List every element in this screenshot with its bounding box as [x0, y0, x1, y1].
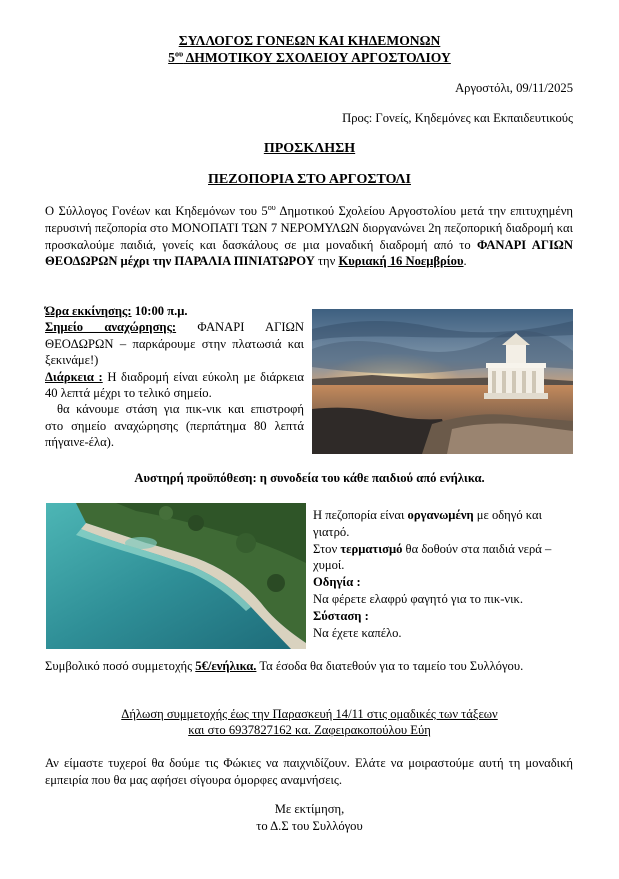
meeting-point: Σημείο αναχώρησης: ΦΑΝΑΡΙ ΑΓΙΩΝ ΘΕΟΔΩΡΩΝ – παρκάρουμε στην πλατωσιά και ξεκινάμε!) — [45, 320, 304, 368]
declaration-line-2: και στο 6937827162 κα. Ζαφειρακοπούλου Εύη — [188, 723, 431, 737]
signature-line-2: το Δ.Σ του Συλλόγου — [256, 819, 363, 833]
signature-line-1: Με εκτίμηση, — [274, 802, 345, 816]
fee-paragraph: Συμβολικό ποσό συμμετοχής 5€/ενήλικα. Τα έσοδα θα διατεθούν για το ταμείο του Συλλόγου. — [45, 659, 524, 673]
advice-text: Να έχετε καπέλο. — [313, 625, 402, 640]
association-name: ΣΥΛΛΟΓΟΣ ΓΟΝΕΩΝ ΚΑΙ ΚΗΔΕΜΟΝΩΝ — [178, 33, 441, 48]
recipients-line: Προς: Γονείς, Κηδεμόνες και Εκπαιδευτικούς — [342, 111, 573, 125]
organization-info — [313, 507, 575, 641]
intro-paragraph: Ο Σύλλογος Γονέων και Κηδεμόνων του $5^{o\upsilon}$ Δημοτικού Σχολείου Αργοστολίου μετά την επιτυχημένη περυσινή πεζοπορία στο ΜΟΝΟΠΑΤΙ ΤΩΝ 7 ΝΕΡΟΜΥΛΩΝ διοργανώνει 2η πεζοπορική διαδρομή και προσκαλούμε παιδιά, γονείς και δασκάλους σε μια μοναδική διαδρομή από το ΦΑΝΑΡΙ ΑΓΙΩΝ ΘΕΟΔΩΡΩΝ μέχρι την ΠΑΡΑΛΙΑ ΠΙΝΙΑΤΩΡΟΥ την Κυριακή 16 Νοεμβρίου. — [45, 202, 573, 269]
lighthouse-photo — [312, 309, 573, 454]
declaration-line-1: Δήλωση συμμετοχής έως την Παρασκευή 14/11 στις ομαδικές των τάξεων — [121, 707, 498, 721]
duration: Διάρκεια : Η διαδρομή είναι εύκολη με διάρκεια 40 λεπτά μέχρι το τελικό σημείο. — [45, 369, 304, 401]
details-block — [45, 303, 304, 451]
beach-photo — [46, 503, 306, 649]
finish-line: Στον τερματισμό θα δοθούν στα παιδιά νερά – χυμοί. — [313, 541, 552, 573]
page-title: ΠΡΟΣΚΛΗΣΗ — [263, 141, 356, 156]
page-subtitle: ΠΕΖΟΠΟΡΙΑ ΣΤΟ ΑΡΓΟΣΤΟΛΙ — [208, 172, 411, 187]
organized-line: Η πεζοπορία είναι οργανωμένη με οδηγό και γιατρό. — [313, 508, 542, 539]
guide-label: Οδηγία : — [313, 575, 361, 590]
school-name: $5^{o\upsilon}$ ΔΗΜΟΤΙΚΟΥ ΣΧΟΛΕΙΟΥ ΑΡΓΟΣΤΟΛΙΟΥ — [168, 49, 451, 65]
requirement-note: Αυστηρή προϋπόθεση: η συνοδεία του κάθε παιδιού από ενήλικα. — [134, 471, 485, 485]
advice-label: Σύσταση : — [313, 608, 369, 623]
stop-info: θα κάνουμε στάση για πικ-νικ και επιστροφή στο σημείο αναχώρησης (περπάτημα 80 λεπτά πήγαινε-έλα). — [45, 402, 304, 450]
date-line: Αργοστόλι, 09/11/2025 — [455, 81, 573, 95]
guide-text: Να φέρετε ελαφρύ φαγητό για το πικ-νικ. — [313, 591, 523, 606]
closing-paragraph: Αν είμαστε τυχεροί θα δούμε τις Φώκιες να παιχνιδίζουν. Ελάτε να μοιραστούμε αυτή τη μοναδική εμπειρία που θα μας αφήσει σίγουρα όμορφες αναμνήσεις. — [45, 756, 573, 787]
start-time: Ώρα εκκίνησης: 10:00 π.μ. — [45, 304, 188, 318]
